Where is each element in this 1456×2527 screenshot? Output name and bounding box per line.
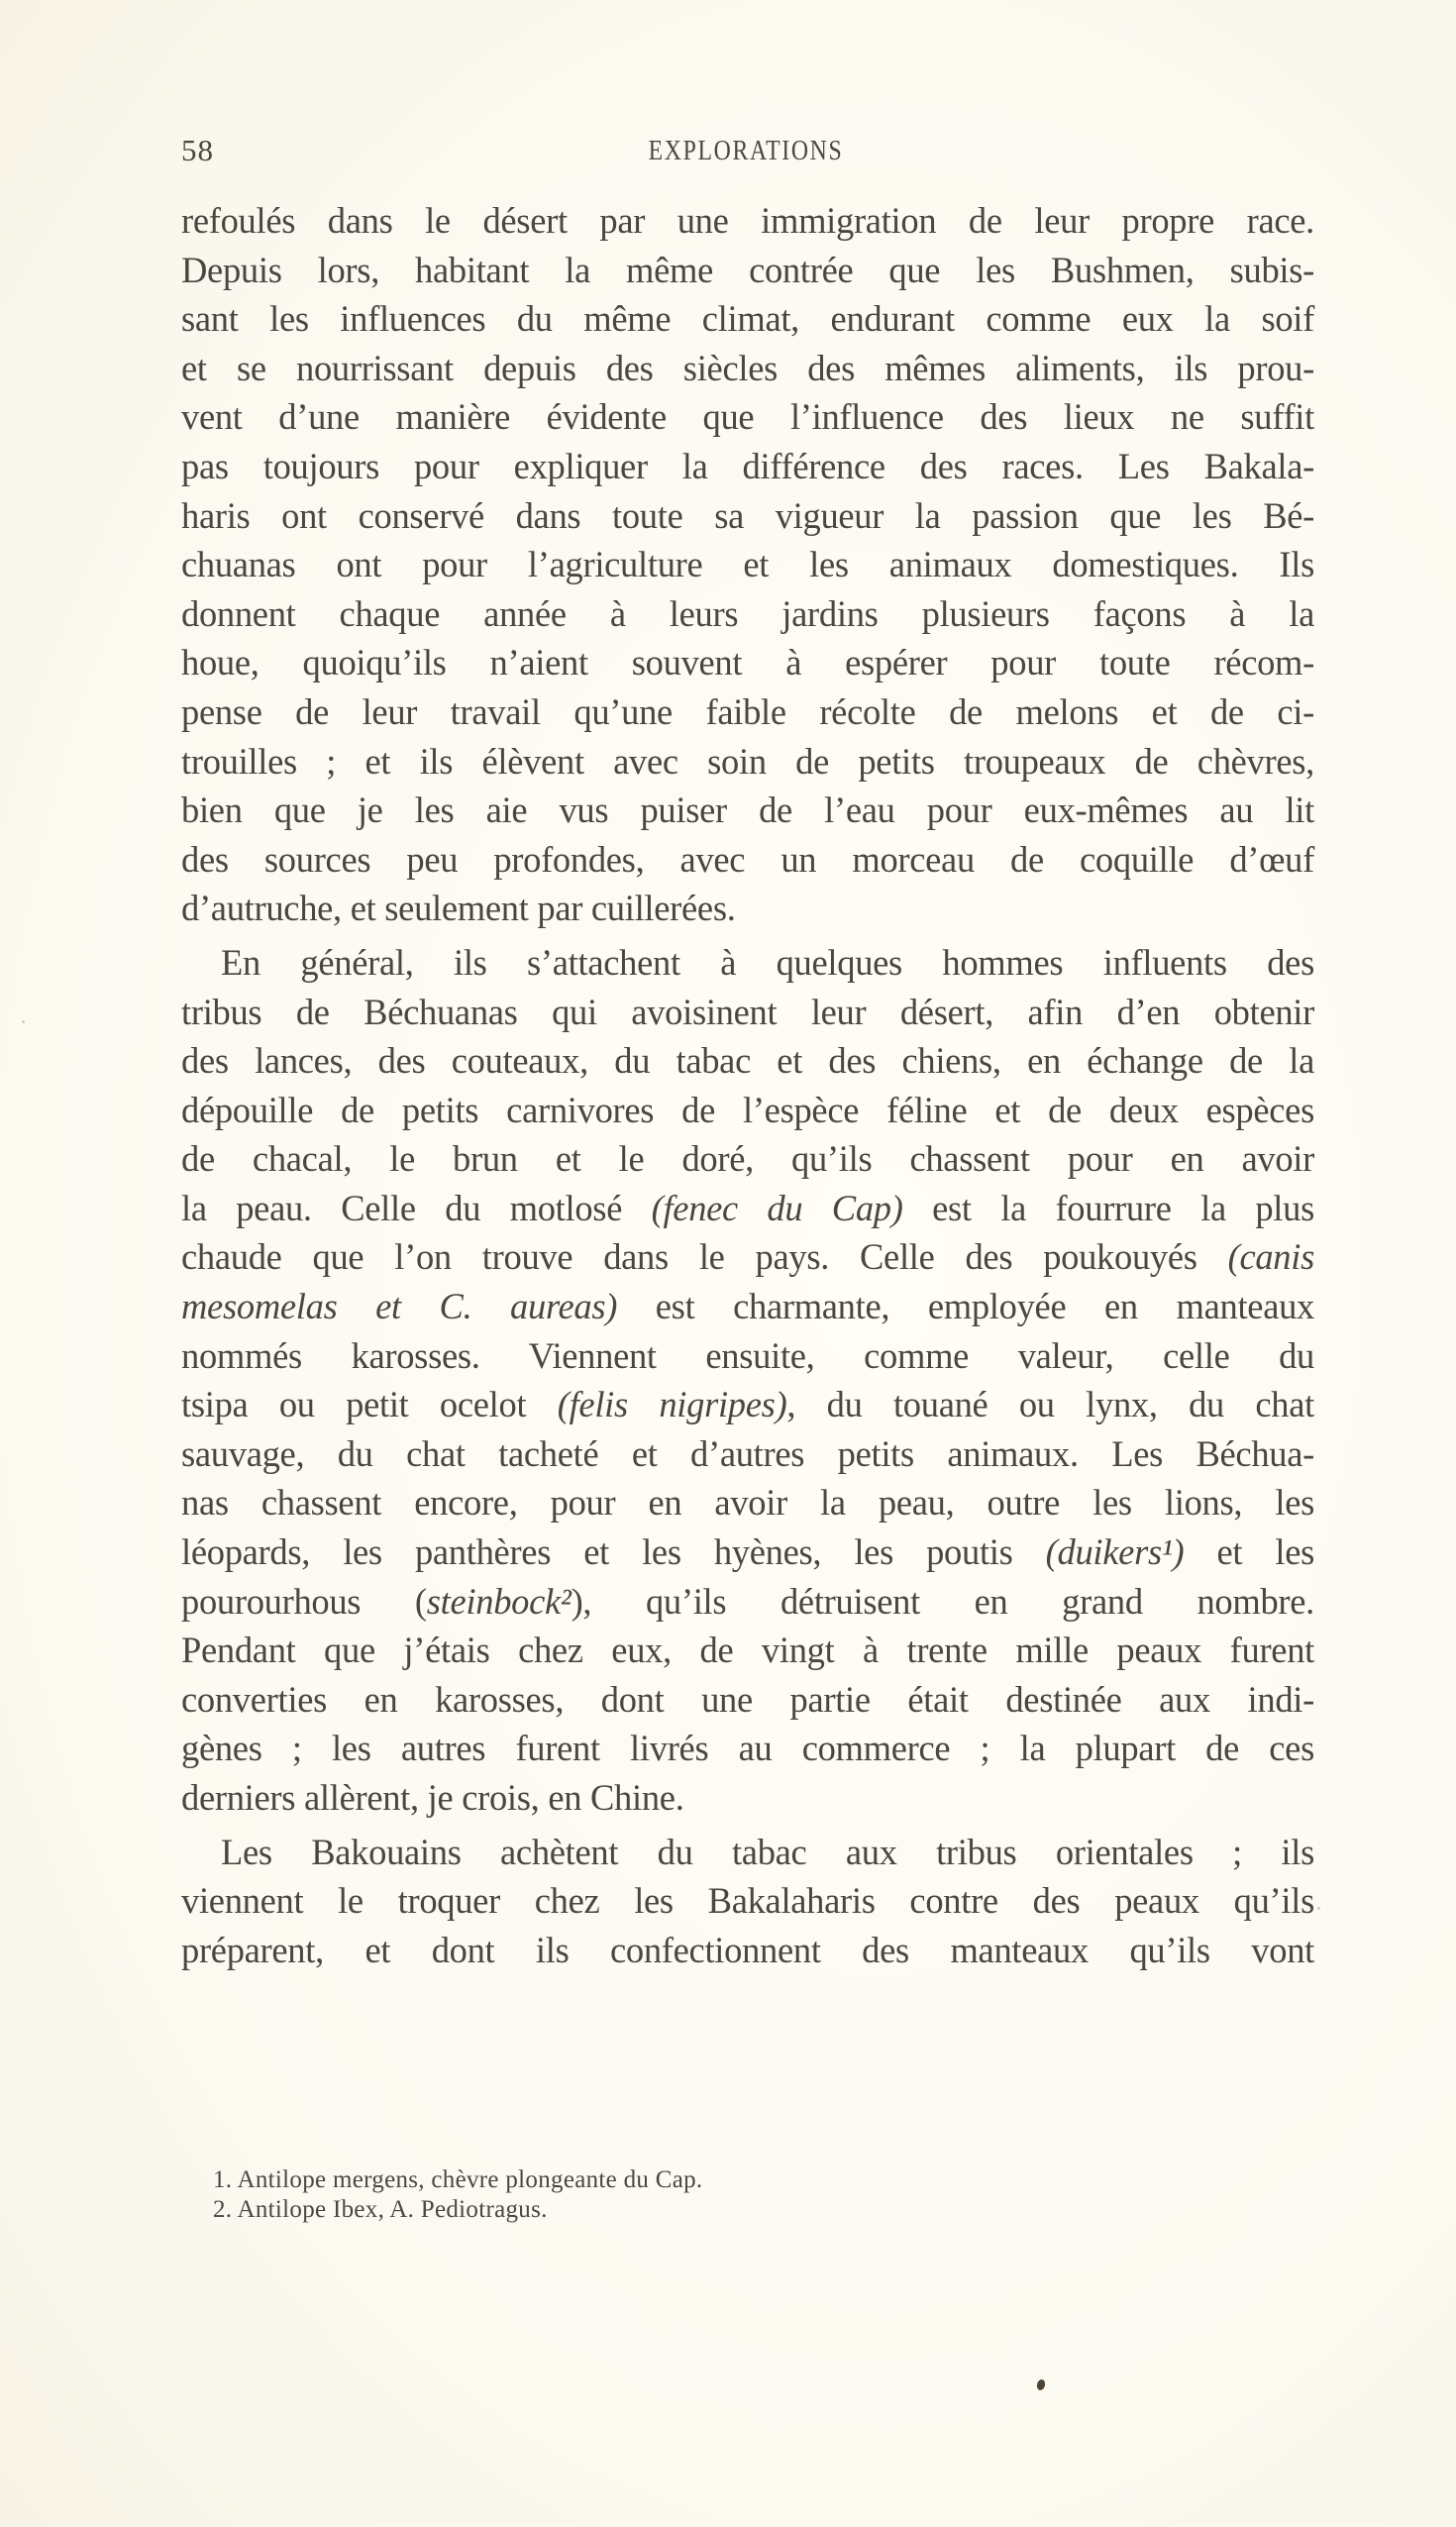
text-line: [181, 1134, 1314, 1184]
italic-term: (fenec du Cap): [651, 1187, 903, 1228]
text-run: nommés karosses. Viennent ensuite, comme valeur, celle du: [181, 1334, 1314, 1376]
text-line: [181, 687, 1314, 737]
text-run: tribus de Béchuanas qui avoisinent leur désert, afin d’en obtenir: [181, 991, 1314, 1032]
text-run: est la fourrure la plus: [902, 1187, 1314, 1228]
footnote-text: Antilope Ibex, A. Pediotragus.: [237, 2196, 548, 2223]
text-run: Depuis lors, habitant la même contrée que les Bushmen, subis-: [181, 249, 1314, 290]
text-run: d’autruche, et seulement par cuillerées.: [181, 888, 736, 929]
text-run: haris ont conservé dans toute sa vigueur la passion que les Bé-: [181, 494, 1314, 536]
text-line: [181, 1036, 1314, 1086]
text-run: houe, quoiqu’ils n’aient souvent à espérer pour toute récom-: [181, 642, 1314, 684]
text-line: [181, 1380, 1314, 1429]
text-run: sauvage, du chat tacheté et d’autres petits animaux. Les Béchua-: [181, 1432, 1314, 1474]
text-line: [181, 1675, 1314, 1725]
text-line: [181, 1926, 1314, 1975]
text-run: la peau. Celle du motlosé: [181, 1187, 652, 1228]
paragraph: [181, 196, 1314, 933]
italic-term: (felis nigripes): [557, 1384, 787, 1425]
text-line: [181, 938, 1314, 988]
text-run: gènes ; les autres furent livrés au commerce ; la plupart de ces: [181, 1728, 1314, 1769]
page-number: 58: [181, 133, 214, 167]
text-run: préparent, et dont ils confectionnent des manteaux qu’ils vont: [181, 1929, 1314, 1970]
text-line: [181, 1331, 1314, 1381]
text-run: pourourhous (: [181, 1580, 427, 1622]
text-run: pense de leur travail qu’une faible récolte de melons et de ci-: [181, 690, 1314, 732]
text-run: viennent le troquer chez les Bakalaharis contre des peaux qu’ils: [181, 1880, 1314, 1922]
text-run: et se nourrissant depuis des siècles des mêmes aliments, ils prou-: [181, 347, 1314, 388]
text-line: [181, 1773, 1314, 1823]
footnote-2: [213, 2195, 1104, 2225]
text-line: [181, 638, 1314, 687]
text-line: [181, 1184, 1314, 1233]
text-line: [181, 1232, 1314, 1282]
text-line: [181, 1478, 1314, 1527]
italic-term: (duikers¹): [1045, 1531, 1185, 1573]
text-line: [181, 884, 1314, 933]
text-line: [181, 1282, 1314, 1331]
text-run: des sources peu profondes, avec un morceau de coquille d’œuf: [181, 838, 1314, 880]
italic-term: mesomelas et C. aureas): [181, 1286, 618, 1327]
text-run: trouilles ; et ils élèvent avec soin de petits troupeaux de chèvres,: [181, 740, 1314, 782]
text-run: Les Bakouains achètent du tabac aux tribus orientales ; ils: [221, 1831, 1314, 1872]
text-run: vent d’une manière évidente que l’influence des lieux ne suffit: [181, 396, 1314, 438]
text-run: dépouille de petits carnivores de l’espèce féline et de deux espèces: [181, 1089, 1314, 1130]
text-line: [181, 294, 1314, 344]
text-line: [181, 1577, 1314, 1627]
text-line: [181, 491, 1314, 541]
text-line: [181, 392, 1314, 442]
footnote-number: 1.: [213, 2166, 233, 2193]
text-line: [181, 1828, 1314, 1877]
text-run: En général, ils s’attachent à quelques hommes influents des: [221, 941, 1314, 983]
paper-speck: [1317, 1907, 1320, 1910]
text-run: donnent chaque année à leurs jardins plusieurs façons à la: [181, 592, 1314, 634]
text-line: [181, 540, 1314, 589]
text-line: [181, 344, 1314, 393]
text-line: [181, 1626, 1314, 1675]
text-run: et les: [1184, 1531, 1314, 1573]
text-run: est charmante, employée en manteaux: [617, 1286, 1314, 1327]
text-line: [181, 442, 1314, 491]
text-run: de chacal, le brun et le doré, qu’ils chassent pour en avoir: [181, 1138, 1314, 1180]
ink-speck: [1036, 2378, 1047, 2391]
text-run: pas toujours pour expliquer la différence des races. Les Bakala-: [181, 445, 1314, 486]
text-line: [181, 1086, 1314, 1135]
text-line: [181, 786, 1314, 835]
text-run: tsipa ou petit ocelot: [181, 1384, 558, 1425]
italic-term: (canis: [1227, 1236, 1314, 1278]
text-line: [181, 246, 1314, 295]
footnote-1: [213, 2165, 1104, 2195]
text-line: [181, 988, 1314, 1037]
footnote-text: Antilope mergens, chèvre plongeante du Cap.: [237, 2166, 703, 2193]
text-run: , du touané ou lynx, du chat: [786, 1384, 1314, 1425]
text-run: Pendant que j’étais chez eux, de vingt à trente mille peaux furent: [181, 1630, 1314, 1671]
paragraph: [181, 938, 1314, 1823]
text-run: bien que je les aie vus puiser de l’eau pour eux-mêmes au lit: [181, 790, 1314, 831]
paragraph: [181, 1828, 1314, 1975]
text-run: converties en karosses, dont une partie était destinée aux indi-: [181, 1678, 1314, 1720]
text-run: ), qu’ils détruisent en grand nombre.: [571, 1580, 1314, 1622]
text-run: chuanas ont pour l’agriculture et les animaux domestiques. Ils: [181, 544, 1314, 585]
text-run: refoulés dans le désert par une immigration de leur propre race.: [181, 200, 1314, 241]
text-line: [181, 1527, 1314, 1577]
body-text: [181, 196, 1314, 1979]
running-head: [181, 131, 1314, 170]
text-line: [181, 1429, 1314, 1479]
footnotes: [213, 2165, 1104, 2225]
text-line: [181, 1724, 1314, 1773]
text-run: sant les influences du même climat, endurant comme eux la soif: [181, 298, 1314, 340]
text-line: [181, 589, 1314, 639]
footnote-number: 2.: [213, 2196, 233, 2223]
text-line: [181, 1876, 1314, 1926]
text-run: des lances, des couteaux, du tabac et des chiens, en échange de la: [181, 1040, 1314, 1082]
text-run: chaude que l’on trouve dans le pays. Celle des poukouyés: [181, 1236, 1228, 1278]
paper-speck: [22, 1020, 25, 1023]
text-line: [181, 737, 1314, 787]
text-run: derniers allèrent, je crois, en Chine.: [181, 1777, 684, 1818]
text-run: nas chassent encore, pour en avoir la peau, outre les lions, les: [181, 1482, 1314, 1524]
text-run: léopards, les panthères et les hyènes, les poutis: [181, 1531, 1046, 1573]
italic-term: steinbock²: [426, 1580, 572, 1622]
running-title: EXPLORATIONS: [648, 135, 844, 166]
text-line: [181, 196, 1314, 246]
text-line: [181, 835, 1314, 885]
